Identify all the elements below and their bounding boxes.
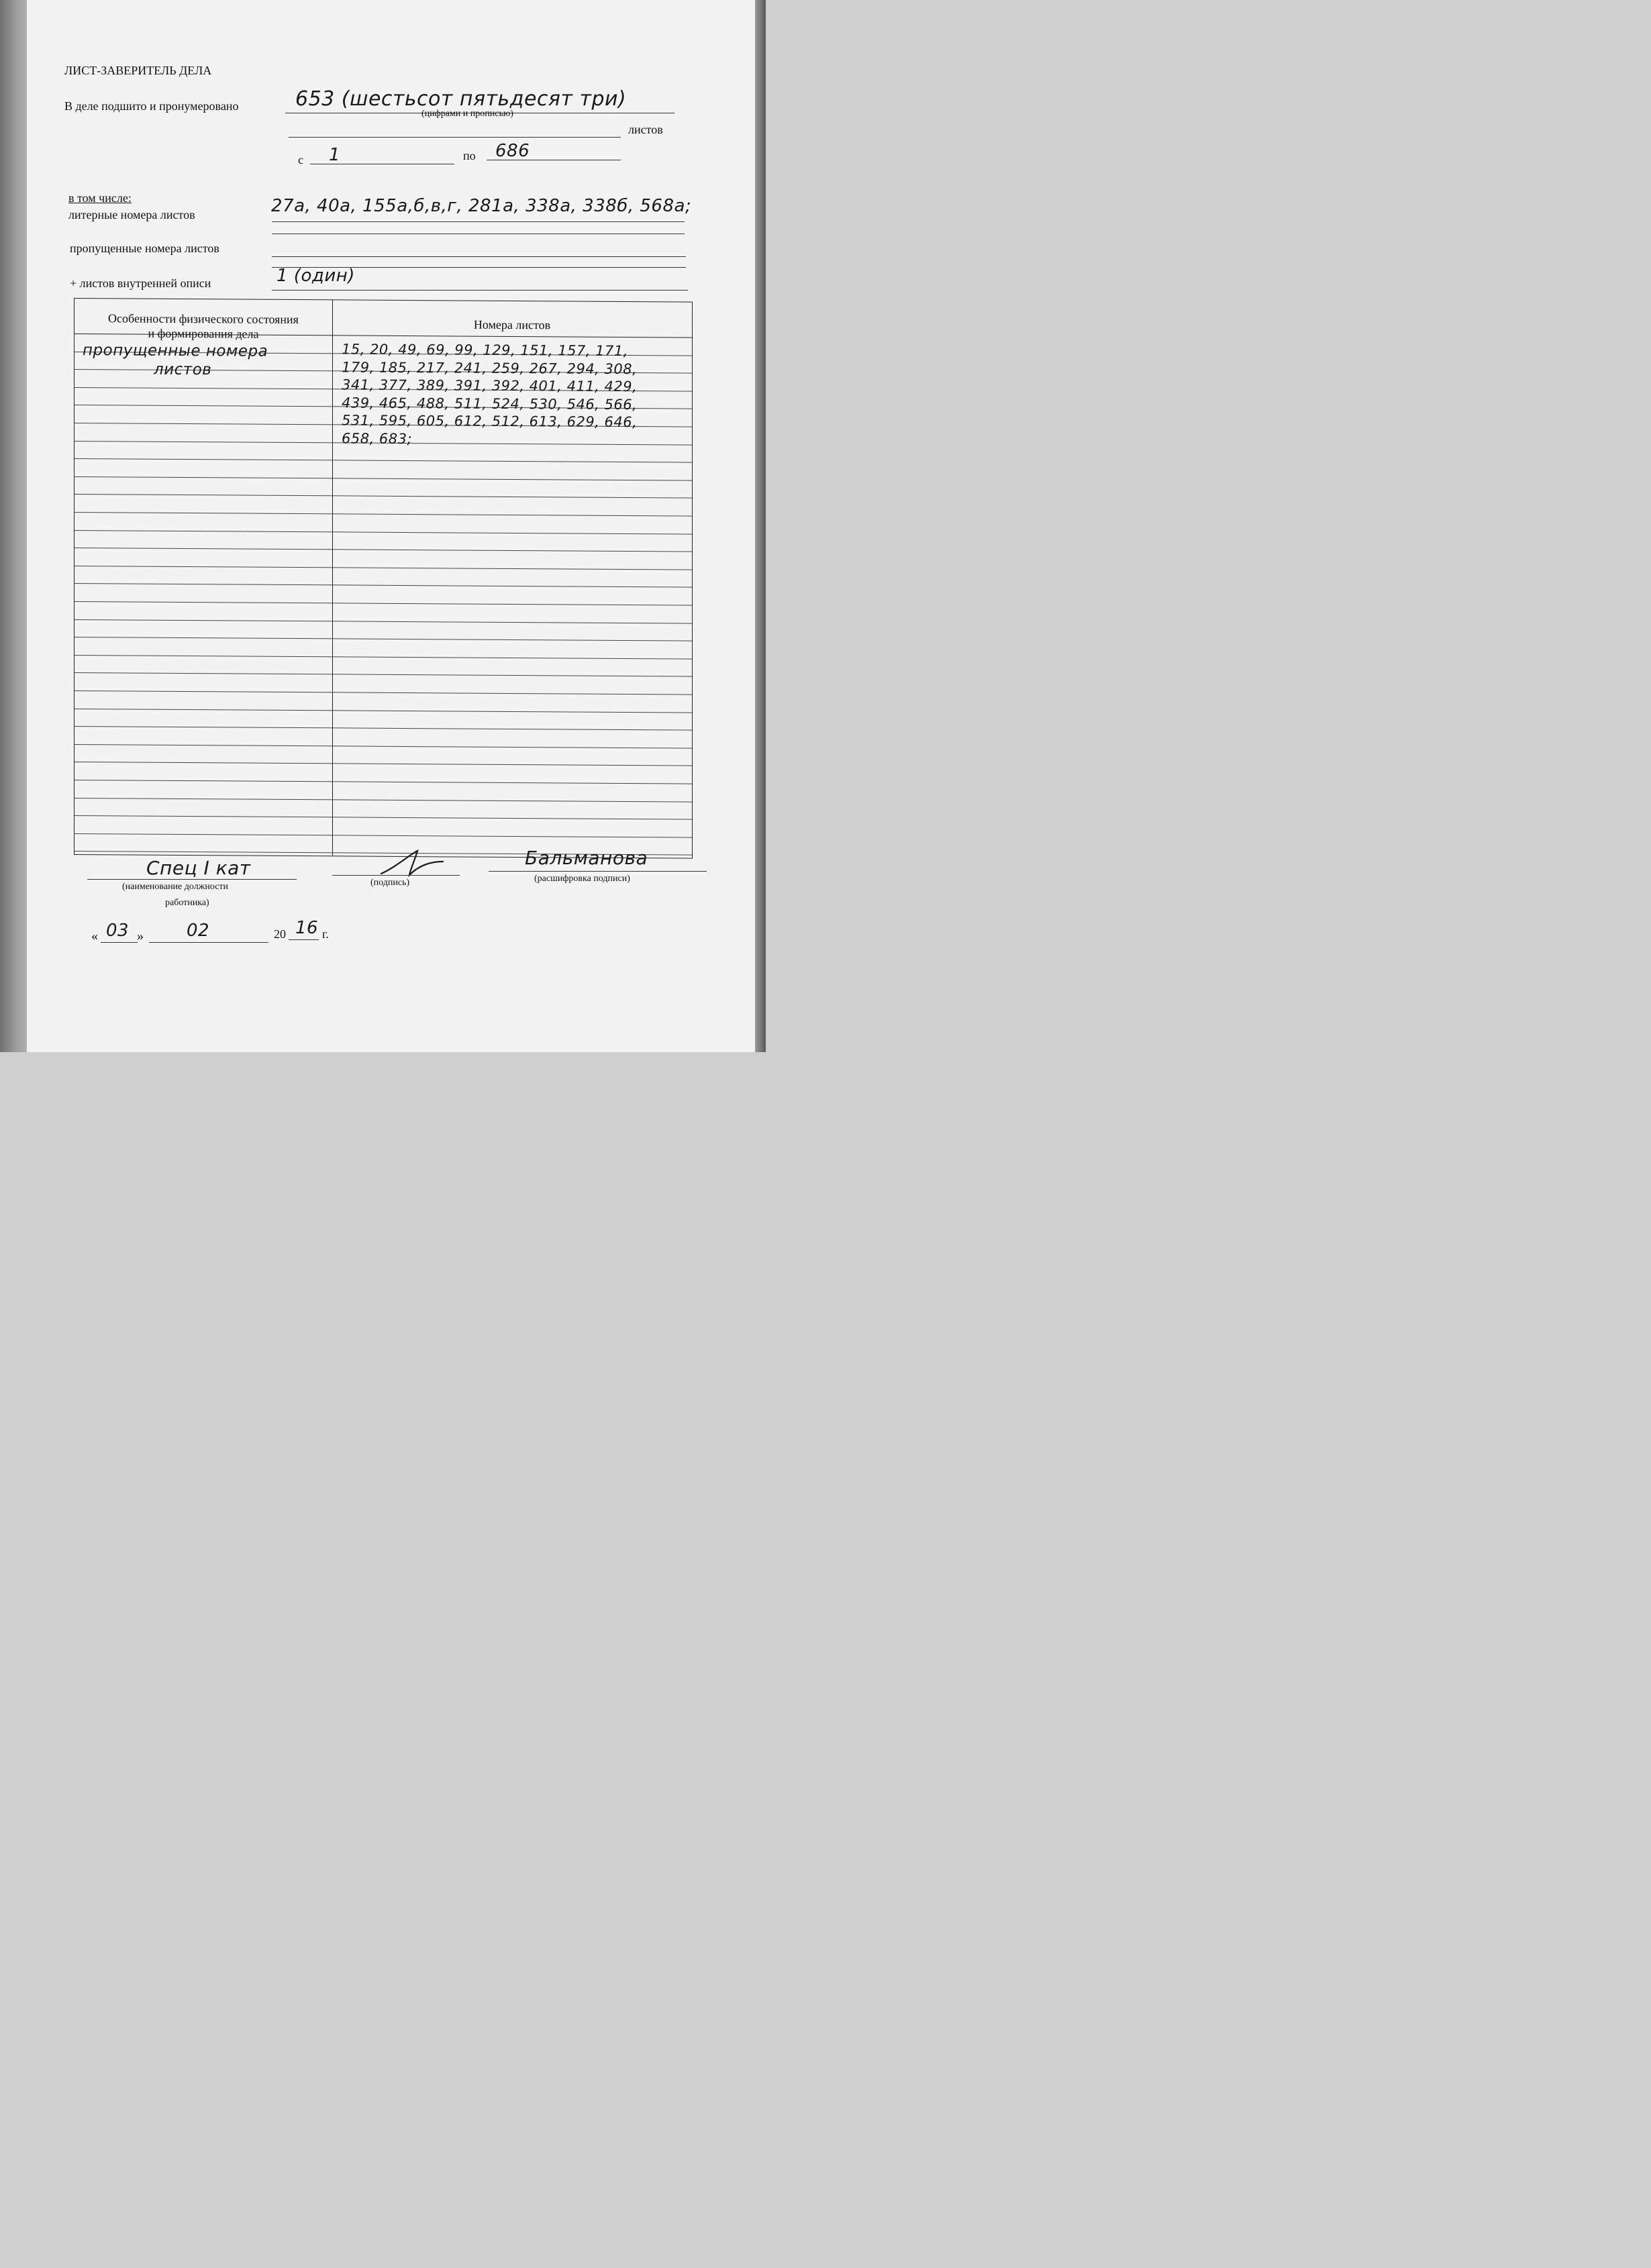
position-label-line1: (наименование должности: [122, 882, 229, 892]
table-header-condition: [74, 311, 332, 342]
range-from-label: с: [298, 153, 303, 166]
sheet-numbers-line: 15, 20, 49, 69, 99, 129, 151, 157, 171,: [342, 341, 628, 360]
signature-label: (подпись): [370, 878, 410, 888]
date-day: 03: [106, 921, 130, 941]
sheet-numbers-line: 658, 683;: [342, 429, 413, 447]
filed-hint: (цифрами и прописью): [421, 109, 513, 119]
table-row-rule: [74, 744, 692, 749]
sheet-numbers-line: 179, 185, 217, 241, 259, 267, 294, 308,: [342, 358, 638, 377]
table-row-condition-line1: пропущенные номера: [83, 342, 268, 360]
range-to-label: по: [463, 149, 476, 162]
table-row-rule: [74, 637, 692, 641]
table-row-rule: [74, 690, 692, 695]
sheet-numbers-line: 439, 465, 488, 511, 524, 530, 546, 566,: [342, 394, 638, 413]
table-row-rule: [74, 798, 692, 803]
table-row-rule: [74, 833, 692, 838]
table-row-rule: [74, 583, 692, 588]
sheet-numbers-line: 531, 595, 605, 612, 512, 613, 629, 646,: [342, 412, 638, 431]
table-row-rule: [74, 672, 692, 677]
sheet-numbers-list: [342, 340, 637, 449]
table-column-divider: [332, 300, 333, 856]
decode-rule: [489, 871, 707, 872]
filed-unit: листов: [628, 123, 663, 136]
range-from-value: 1: [329, 145, 341, 165]
including-label: в том числе:: [68, 191, 132, 205]
inventory-rule: [272, 290, 688, 291]
date-open-quote: «: [91, 929, 98, 943]
signature-mark: [376, 847, 450, 879]
table-row-rule: [74, 494, 692, 499]
condition-table: [74, 298, 693, 859]
date-month-rule: [149, 942, 268, 943]
table-row-rule: [74, 815, 692, 820]
table-row-rule: [74, 709, 692, 713]
table-header-condition-line1: Особенности физического состояния: [108, 311, 299, 327]
decode-label: (расшифровка подписи): [534, 874, 630, 884]
date-day-rule: [101, 942, 138, 943]
lettered-rule: [272, 221, 685, 222]
date-year-prefix: 20: [274, 927, 286, 941]
range-to-value: 686: [495, 141, 530, 161]
table-row-rule: [74, 601, 692, 606]
table-header-condition-line2: и формирования дела: [148, 326, 259, 341]
date-year-unit: г.: [322, 927, 329, 941]
signature-rule: [332, 875, 460, 876]
table-row-rule: [74, 780, 692, 784]
table-header-sheets: Номера листов: [473, 317, 551, 332]
table-row-rule: [74, 512, 692, 517]
table-row-rule: [74, 726, 692, 731]
missing-rule: [272, 256, 686, 257]
table-row-rule: [74, 458, 692, 463]
position-rule: [87, 879, 297, 880]
date-year-suffix: 16: [295, 918, 319, 938]
filed-label: В деле подшито и пронумеровано: [64, 99, 239, 113]
date-year-rule: [289, 939, 319, 940]
filed-rule-2: [289, 137, 621, 138]
table-row-rule: [74, 530, 692, 535]
table-row-rule: [74, 762, 692, 766]
table-row-rule: [74, 566, 692, 570]
inventory-label: + листов внутренней описи: [70, 276, 211, 290]
date-month: 02: [187, 921, 210, 941]
inventory-value: 1 (один): [277, 266, 355, 286]
lettered-label: литерные номера листов: [68, 208, 195, 221]
table-row-condition-line2: листов: [154, 360, 212, 379]
page-title: ЛИСТ-ЗАВЕРИТЕЛЬ ДЕЛА: [64, 64, 212, 77]
decode-value: Бальманова: [525, 847, 648, 869]
position-value: Спец I кат: [146, 857, 251, 879]
lettered-value: 27а, 40а, 155а,б,в,г, 281а, 338а, 338б, 568а;: [271, 196, 692, 216]
table-row-rule: [74, 619, 692, 624]
position-label-line2: работника): [165, 898, 209, 908]
missing-label: пропущенные номера листов: [70, 242, 219, 255]
sheet-numbers-line: 341, 377, 389, 391, 392, 401, 411, 429,: [342, 376, 638, 395]
table-row-rule: [74, 476, 692, 481]
filed-value: 653 (шестьсот пятьдесят три): [295, 87, 627, 111]
table-row-rule: [74, 548, 692, 552]
table-row-rule: [74, 655, 692, 660]
date-close-quote: »: [137, 929, 144, 943]
